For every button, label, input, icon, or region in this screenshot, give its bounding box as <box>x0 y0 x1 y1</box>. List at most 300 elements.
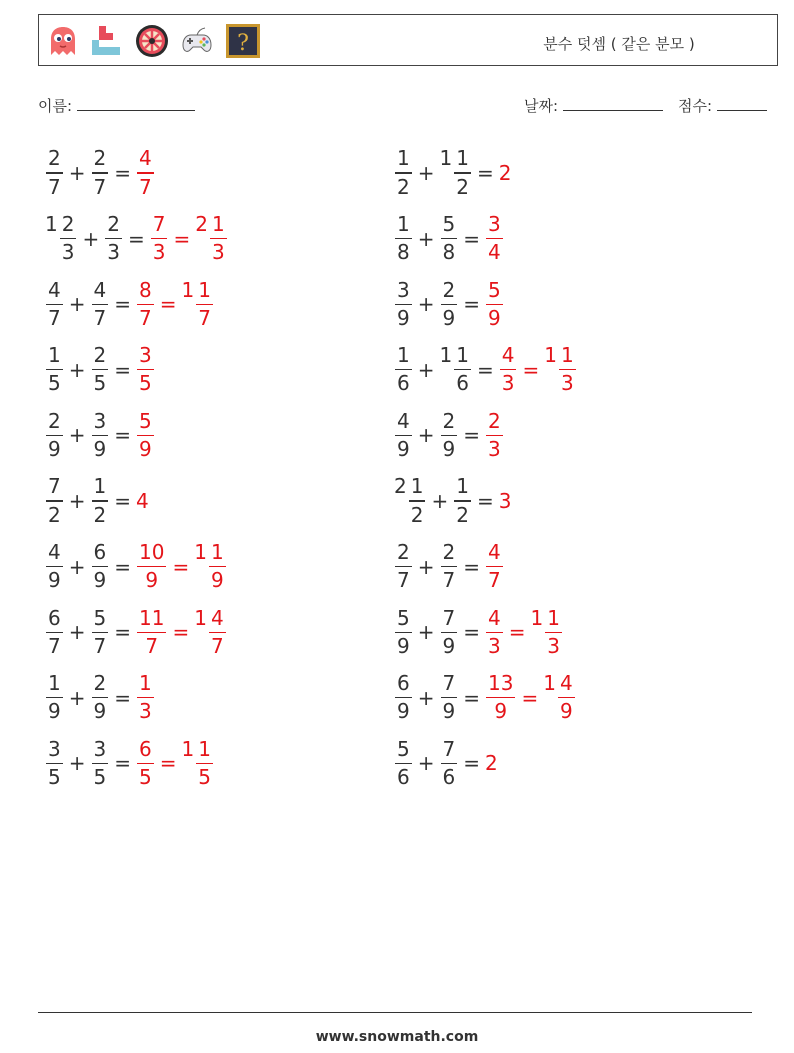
denominator: 7 <box>210 633 224 658</box>
fraction-bar <box>486 435 503 436</box>
denominator: 7 <box>198 305 211 330</box>
numerator: 7 <box>442 736 456 761</box>
answer-equals-sign: = <box>173 226 191 251</box>
numerator: 6 <box>93 539 107 564</box>
denominator: 9 <box>139 437 152 462</box>
denominator: 9 <box>48 437 61 462</box>
fraction <box>486 671 515 724</box>
answer-whole: 3 <box>498 489 512 513</box>
fraction-bar <box>395 697 412 698</box>
addend-2 <box>91 474 110 527</box>
fraction <box>137 606 166 659</box>
plus-sign: + <box>82 226 100 251</box>
numerator: 1 <box>397 146 410 171</box>
fraction-bar <box>486 632 503 633</box>
addend-1 <box>45 737 64 790</box>
equals-sign: = <box>476 489 494 513</box>
numerator: 4 <box>559 671 573 696</box>
addend-2 <box>91 606 110 659</box>
fraction <box>454 146 471 199</box>
answer-fraction <box>150 212 169 265</box>
equals-sign: = <box>114 554 131 579</box>
denominator: 8 <box>442 240 456 265</box>
whole-number: 1 <box>181 736 195 761</box>
addend-1 <box>45 606 64 659</box>
addend-1 <box>394 540 413 593</box>
addend-1 <box>45 343 64 396</box>
problem-11 <box>394 141 512 205</box>
numerator: 1 <box>139 671 152 696</box>
fraction-bar <box>92 500 109 501</box>
answer-mixed-number <box>195 212 227 265</box>
numerator: 4 <box>48 539 61 564</box>
numerator: 5 <box>93 605 107 630</box>
problem-10 <box>45 731 214 795</box>
plus-sign: + <box>417 292 435 317</box>
addend-2 <box>91 146 110 199</box>
answer-whole: 2 <box>485 751 498 776</box>
addend-2 <box>91 737 110 790</box>
fraction-bar <box>441 632 458 633</box>
fraction <box>60 212 77 265</box>
fraction <box>92 146 109 199</box>
fraction <box>395 737 412 790</box>
answer-fraction <box>136 671 155 724</box>
answer <box>485 671 576 724</box>
numerator: 1 <box>560 343 574 368</box>
answer <box>485 212 504 265</box>
addend-1 <box>394 278 413 331</box>
addend-2 <box>91 671 110 724</box>
denominator: 9 <box>442 633 456 658</box>
whole-number: 1 <box>194 605 207 630</box>
numerator: 2 <box>397 539 410 564</box>
problem-6 <box>45 469 150 533</box>
fraction <box>92 409 109 462</box>
fraction-bar <box>486 304 503 305</box>
fraction-bar <box>441 238 458 239</box>
denominator: 8 <box>397 240 410 265</box>
fraction-bar <box>441 435 458 436</box>
denominator: 3 <box>547 633 560 658</box>
fraction <box>395 540 412 593</box>
answer-equals-sign: = <box>521 685 539 710</box>
fraction <box>395 278 412 331</box>
whole-number: 1 <box>544 343 557 368</box>
fraction-bar <box>46 369 63 370</box>
fraction-bar <box>137 435 154 436</box>
fraction-bar <box>92 304 109 305</box>
problem-13 <box>394 272 504 336</box>
fraction-bar <box>395 435 412 436</box>
plus-sign: + <box>68 685 86 710</box>
score-field <box>678 95 767 116</box>
equals-sign: = <box>463 423 480 448</box>
addend-2 <box>440 606 459 659</box>
numerator: 6 <box>397 671 410 696</box>
equals-sign: = <box>114 357 131 382</box>
answer-fraction <box>136 409 155 462</box>
answer <box>136 343 155 396</box>
whole-number: 1 <box>45 211 58 236</box>
name-blank[interactable] <box>77 96 195 111</box>
denominator: 2 <box>410 502 424 527</box>
numerator: 2 <box>442 277 456 302</box>
answer <box>136 146 155 199</box>
fraction <box>441 606 458 659</box>
denominator: 5 <box>48 371 61 396</box>
denominator: 9 <box>48 568 61 593</box>
denominator: 9 <box>93 699 107 724</box>
denominator: 7 <box>139 305 152 330</box>
numerator: 4 <box>501 343 515 368</box>
addend-1 <box>394 606 413 659</box>
addend-1 <box>394 671 413 724</box>
equals-sign: = <box>463 685 480 710</box>
name-label: 이름: <box>38 97 73 115</box>
denominator: 6 <box>442 765 456 790</box>
equals-sign: = <box>114 161 131 185</box>
denominator: 6 <box>397 371 410 396</box>
answer-equals-sign: = <box>172 620 190 645</box>
plus-sign: + <box>417 226 435 251</box>
problem-18 <box>394 600 563 664</box>
fraction-bar <box>395 172 412 173</box>
addend-1 <box>394 737 413 790</box>
equals-sign: = <box>463 292 480 317</box>
fraction <box>395 343 412 396</box>
whole-number: 1 <box>194 539 207 564</box>
fraction <box>486 212 503 265</box>
fraction <box>441 540 458 593</box>
numerator: 1 <box>48 343 61 368</box>
equals-sign: = <box>476 357 494 382</box>
fraction <box>209 606 226 659</box>
answer-fraction <box>136 540 167 593</box>
plus-sign: + <box>431 489 449 513</box>
answer-mixed-number <box>531 606 563 659</box>
whole-number: 1 <box>181 277 195 302</box>
addend-1 <box>394 409 413 462</box>
fraction <box>196 737 213 790</box>
fraction-bar <box>92 763 109 764</box>
fraction-bar <box>92 566 109 567</box>
numerator: 2 <box>442 539 456 564</box>
answer-fraction <box>136 278 155 331</box>
answer-fraction <box>485 212 504 265</box>
fraction <box>46 737 63 790</box>
addend-2 <box>440 409 459 462</box>
numerator: 2 <box>61 211 75 236</box>
fraction-bar <box>500 369 517 370</box>
header-box <box>38 14 778 66</box>
addend-2 <box>91 278 110 331</box>
answer <box>485 540 504 593</box>
numerator: 7 <box>152 211 166 236</box>
denominator: 3 <box>501 371 515 396</box>
numerator: 1 <box>397 343 410 368</box>
fraction-bar <box>92 632 109 633</box>
addend-2 <box>440 737 459 790</box>
problem-7 <box>45 535 227 599</box>
numerator: 6 <box>139 736 152 761</box>
denominator: 5 <box>93 765 107 790</box>
answer-fraction <box>136 343 155 396</box>
fraction-bar <box>441 763 458 764</box>
answer-fraction <box>136 737 155 790</box>
problem-3 <box>45 272 214 336</box>
fraction-bar <box>395 369 412 370</box>
addend-1 <box>45 671 64 724</box>
answer <box>499 161 513 185</box>
answer <box>136 409 155 462</box>
fraction <box>558 671 575 724</box>
numerator: 4 <box>488 605 501 630</box>
fraction <box>210 212 227 265</box>
fraction-bar <box>46 304 63 305</box>
whole-number: 2 <box>195 211 208 236</box>
answer-mixed-number <box>194 540 226 593</box>
fraction-bar <box>60 238 77 239</box>
numerator: 10 <box>139 539 165 564</box>
problem-2 <box>45 207 228 271</box>
denominator: 5 <box>198 765 211 790</box>
fraction <box>46 474 63 527</box>
numerator: 1 <box>210 539 224 564</box>
plus-sign: + <box>417 554 435 579</box>
denominator: 3 <box>560 371 574 396</box>
fraction-bar <box>92 435 109 436</box>
equals-sign: = <box>463 554 480 579</box>
fraction-bar <box>92 369 109 370</box>
fraction <box>46 540 63 593</box>
fraction <box>441 212 458 265</box>
score-label: 점수: <box>678 97 713 115</box>
fraction-bar <box>46 435 63 436</box>
addend-2 <box>440 278 459 331</box>
plus-sign: + <box>68 620 86 645</box>
denominator: 3 <box>211 240 225 265</box>
denominator: 9 <box>145 568 159 593</box>
problem-15 <box>394 403 504 467</box>
fraction <box>454 343 471 396</box>
plus-sign: + <box>417 161 435 185</box>
fraction-bar <box>46 500 63 501</box>
numerator: 6 <box>48 605 61 630</box>
denominator: 2 <box>456 502 469 527</box>
problem-19 <box>394 666 576 730</box>
problem-5 <box>45 403 155 467</box>
worksheet-title: 분수 덧셈 ( 같은 분모 ) <box>543 35 695 53</box>
fraction-bar <box>92 697 109 698</box>
fraction-bar <box>441 697 458 698</box>
fraction-bar <box>137 632 166 633</box>
denominator: 2 <box>93 502 107 527</box>
fraction-bar <box>46 632 63 633</box>
numerator: 4 <box>93 277 107 302</box>
denominator: 6 <box>397 765 410 790</box>
denominator: 5 <box>93 371 107 396</box>
fraction <box>46 343 63 396</box>
fraction <box>209 540 226 593</box>
fraction-bar <box>545 632 562 633</box>
numerator: 3 <box>48 736 61 761</box>
equals-sign: = <box>114 292 131 317</box>
fraction-bar <box>137 172 154 173</box>
fraction <box>137 409 154 462</box>
addend-1 <box>394 474 426 527</box>
denominator: 9 <box>397 633 410 658</box>
denominator: 9 <box>397 699 410 724</box>
fraction-bar <box>395 566 412 567</box>
date-blank[interactable] <box>563 96 663 111</box>
problem-1 <box>45 141 155 205</box>
fraction <box>46 278 63 331</box>
fraction <box>486 606 503 659</box>
plus-sign: + <box>417 685 435 710</box>
problem-14 <box>394 338 577 402</box>
fraction <box>441 409 458 462</box>
denominator: 3 <box>152 240 166 265</box>
numerator: 2 <box>48 146 61 171</box>
footer-url: www.snowmath.com <box>315 1029 479 1045</box>
fraction <box>46 409 63 462</box>
answer <box>136 540 227 593</box>
answer-fraction <box>485 606 504 659</box>
denominator: 7 <box>48 305 61 330</box>
numerator: 1 <box>93 474 107 499</box>
answer-fraction <box>485 671 516 724</box>
fraction <box>46 671 63 724</box>
problem-4 <box>45 338 155 402</box>
answer-mixed-number <box>543 671 575 724</box>
denominator: 7 <box>488 568 501 593</box>
numerator: 7 <box>442 605 456 630</box>
fraction <box>137 278 154 331</box>
numerator: 3 <box>397 277 410 302</box>
denominator: 7 <box>48 174 61 199</box>
equals-sign: = <box>463 226 480 251</box>
numerator: 4 <box>139 146 152 171</box>
answer-whole: 4 <box>136 489 149 513</box>
fraction-bar <box>558 697 575 698</box>
fraction-bar <box>92 172 109 173</box>
equals-sign: = <box>114 751 131 776</box>
denominator: 7 <box>442 568 456 593</box>
numerator: 13 <box>488 671 514 696</box>
plus-sign: + <box>68 751 86 776</box>
fraction-bar <box>454 172 471 173</box>
fraction-bar <box>151 238 168 239</box>
numerator: 2 <box>488 408 501 433</box>
answer-mixed-number <box>182 737 214 790</box>
plus-sign: + <box>417 357 435 382</box>
addend-1 <box>45 474 64 527</box>
addend-2 <box>440 671 459 724</box>
answer-equals-sign: = <box>159 751 177 776</box>
fraction-bar <box>395 304 412 305</box>
answer-mixed-number <box>544 343 576 396</box>
score-blank[interactable] <box>717 96 767 111</box>
fraction-bar <box>395 632 412 633</box>
fraction <box>137 146 154 199</box>
fraction <box>454 474 471 527</box>
denominator: 3 <box>61 240 75 265</box>
fraction <box>441 737 458 790</box>
plus-sign: + <box>68 357 86 382</box>
fraction <box>151 212 168 265</box>
denominator: 3 <box>488 437 501 462</box>
denominator: 9 <box>210 568 224 593</box>
numerator: 4 <box>48 277 61 302</box>
addend-2 <box>440 540 459 593</box>
denominator: 2 <box>397 174 410 199</box>
fraction <box>409 474 426 527</box>
answer <box>136 606 227 659</box>
plus-sign: + <box>417 423 435 448</box>
numerator: 2 <box>48 408 61 433</box>
numerator: 5 <box>397 605 410 630</box>
fraction-bar <box>137 697 154 698</box>
fraction <box>137 343 154 396</box>
date-field <box>524 95 663 116</box>
dartboard-icon <box>134 23 170 59</box>
answer-equals-sign: = <box>522 357 540 382</box>
fraction <box>105 212 122 265</box>
denominator: 6 <box>456 371 469 396</box>
equals-sign: = <box>463 751 480 776</box>
denominator: 9 <box>397 437 410 462</box>
problem-16 <box>394 469 512 533</box>
numerator: 4 <box>210 605 224 630</box>
fraction-bar <box>196 763 213 764</box>
addend-1 <box>45 540 64 593</box>
fraction <box>441 671 458 724</box>
fraction-bar <box>395 238 412 239</box>
answer-mixed-number <box>194 606 226 659</box>
numerator: 2 <box>93 343 107 368</box>
fraction <box>559 343 576 396</box>
answer-fraction <box>136 606 167 659</box>
fraction-bar <box>209 632 226 633</box>
fraction-bar <box>210 238 227 239</box>
whole-number: 1 <box>530 605 544 630</box>
fraction-bar <box>46 763 63 764</box>
numerator: 3 <box>488 211 501 236</box>
plus-sign: + <box>68 161 86 185</box>
fraction <box>486 409 503 462</box>
numerator: 2 <box>442 408 456 433</box>
fraction <box>441 278 458 331</box>
fraction <box>395 606 412 659</box>
fraction-bar <box>454 500 471 501</box>
fraction-bar <box>137 304 154 305</box>
answer-fraction <box>485 278 504 331</box>
fraction-bar <box>486 238 503 239</box>
fraction <box>545 606 562 659</box>
equals-sign: = <box>476 161 494 185</box>
denominator: 5 <box>48 765 61 790</box>
denominator: 3 <box>488 633 501 658</box>
fraction-bar <box>46 566 63 567</box>
fraction <box>486 278 503 331</box>
fraction <box>500 343 517 396</box>
addend-2 <box>104 212 123 265</box>
answer-fraction <box>499 343 518 396</box>
fraction-bar <box>209 566 226 567</box>
numerator: 1 <box>456 343 469 368</box>
answer <box>485 751 499 775</box>
